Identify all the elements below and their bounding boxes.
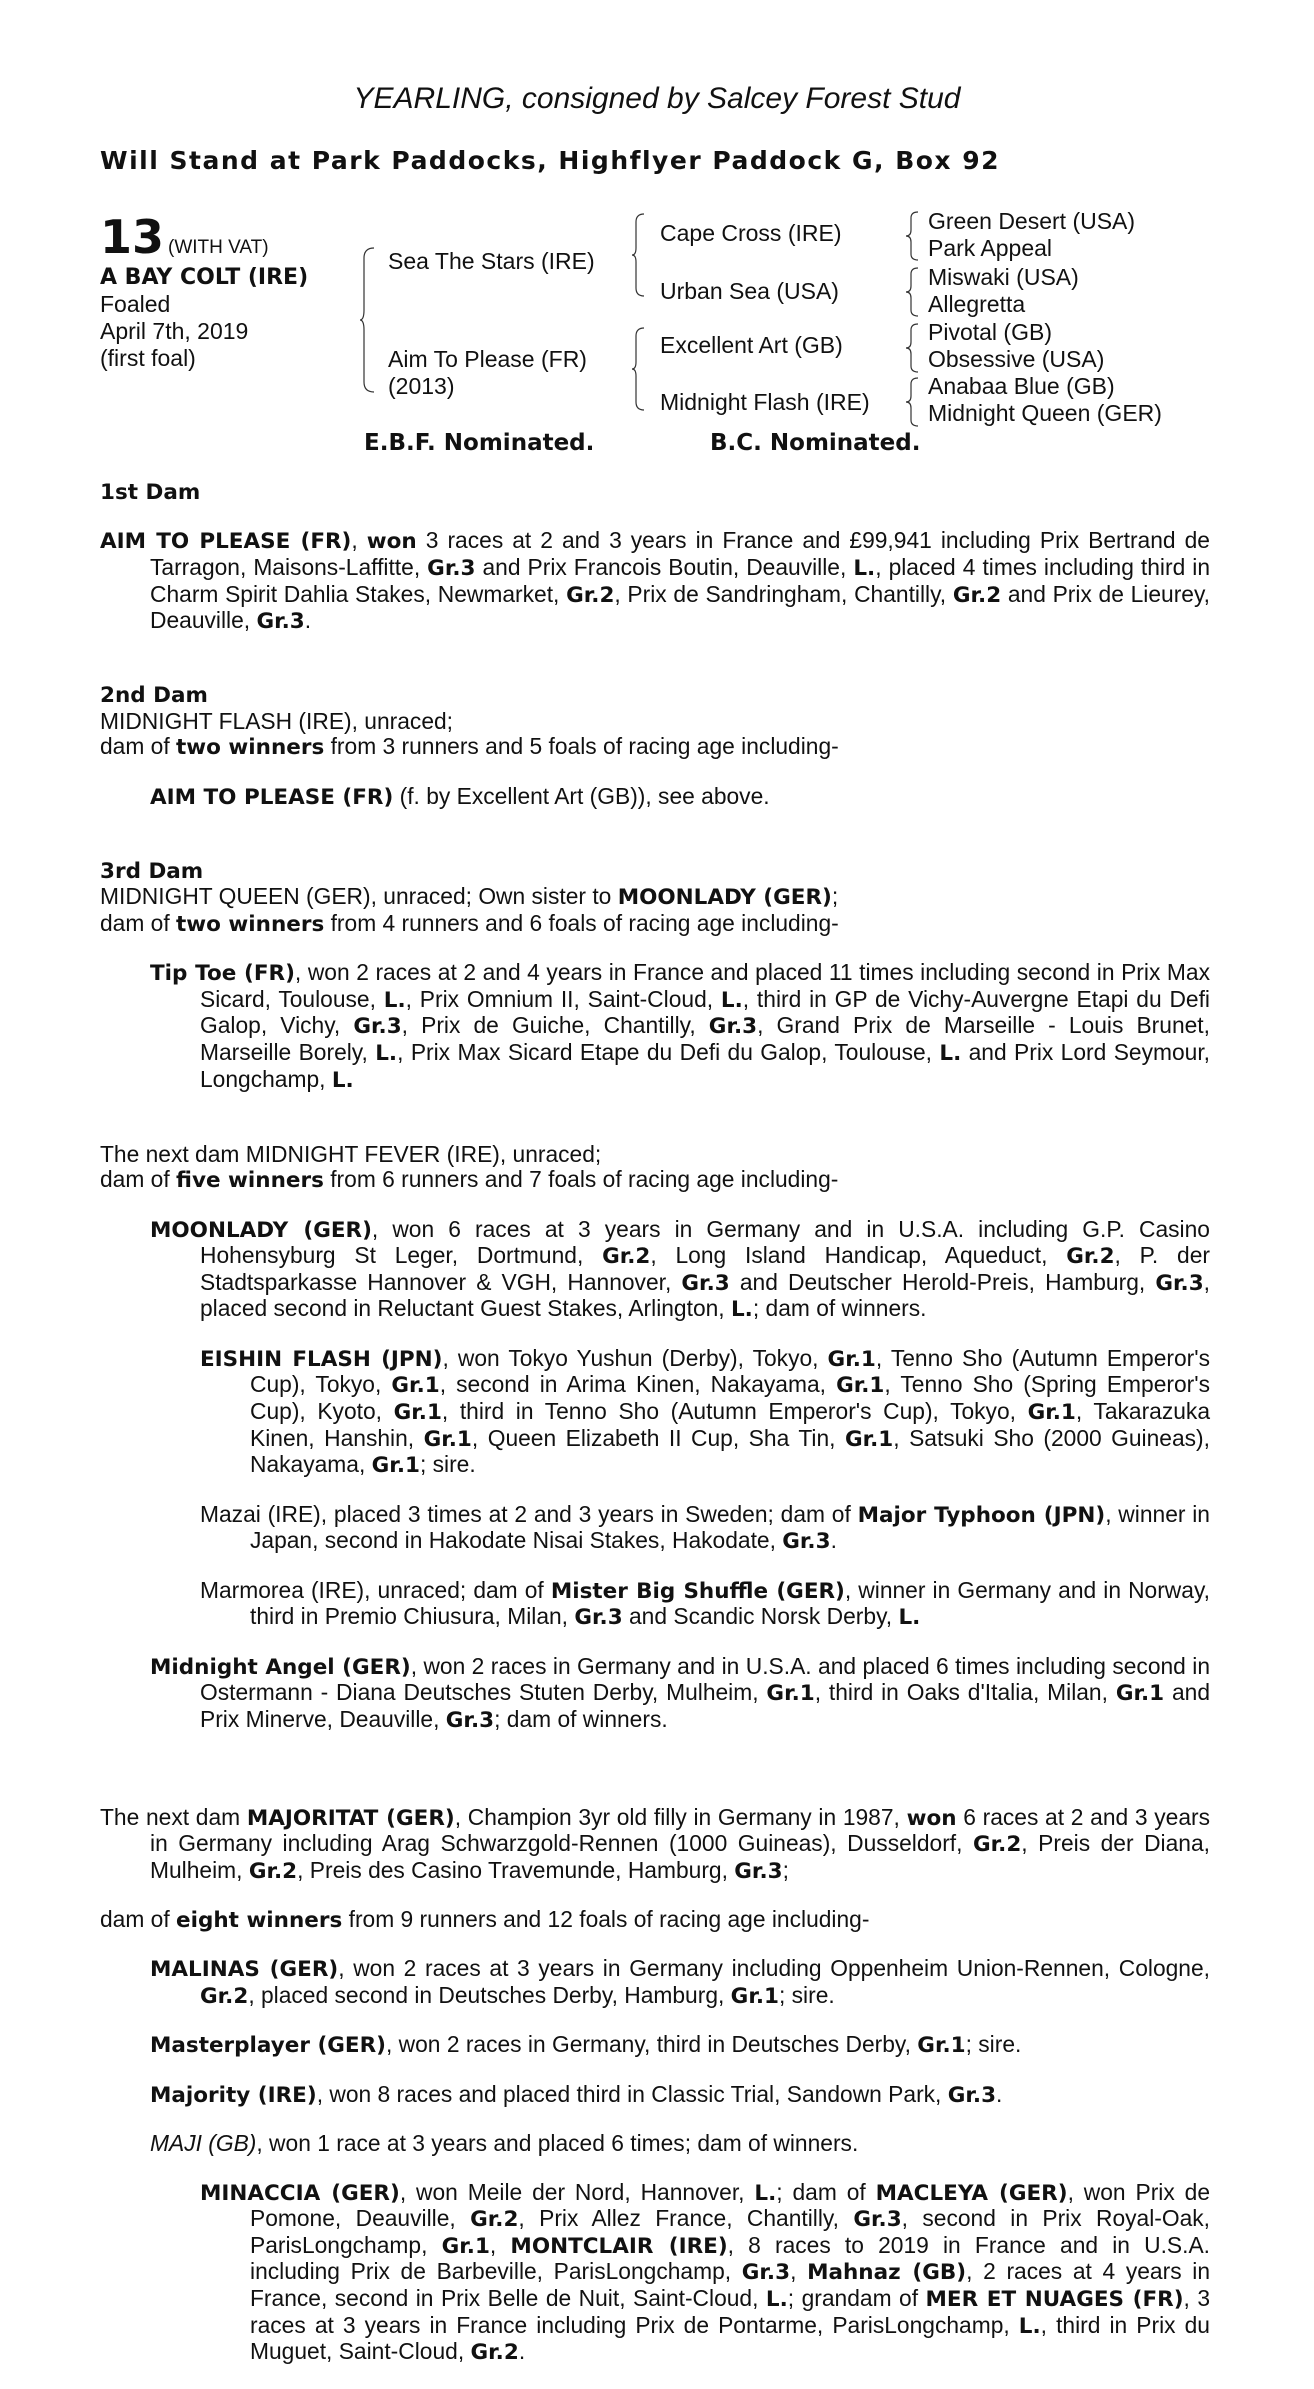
text: , won Tokyo Yushun (Derby), Tokyo, <box>442 1344 828 1371</box>
listed: L. <box>720 987 743 1013</box>
text: , 2 races at 4 years in France, second in Prix Belle de Nuit, Saint-Cloud, <box>250 2258 1210 2312</box>
grade: Gr.2 <box>248 1858 298 1884</box>
dam3-produce-line <box>100 911 1210 938</box>
text: , winner in Japan, second in Hakodate Nisai Stakes, Hakodate, <box>250 1500 1210 1554</box>
text: and Prix Minerve, Deauville, <box>200 1679 1211 1732</box>
dam3-progeny-tiptoe <box>150 960 1210 1093</box>
text: from 9 runners and 12 foals of racing age including- <box>342 1906 870 1933</box>
listed: L. <box>1018 2313 1041 2339</box>
text: ; dam of winners. <box>752 1295 927 1322</box>
horse-name: MOONLADY (GER) <box>617 885 832 911</box>
text: The next dam <box>100 1803 247 1830</box>
text: , <box>489 2231 511 2258</box>
grade: Gr.2 <box>566 582 615 608</box>
dam4-progeny-eishin <box>200 1346 1210 1479</box>
dam2-progeny <box>150 784 1210 811</box>
horse-name: AIM TO PLEASE (FR) <box>150 784 394 810</box>
text: , won 2 races at 2 and 4 years in France and placed 11 times including second in Prix Max Sicard, Toulouse, <box>200 959 1210 1012</box>
brace-g3-1 <box>906 210 920 262</box>
text: , 8 races to 2019 in France and in U.S.A. including Prix de Barbeville, ParisLongchamp, <box>250 2231 1211 2285</box>
dam4-progeny-moonlady <box>150 1217 1210 1323</box>
dam5-produce-line <box>100 1907 1210 1934</box>
second-dam-heading: 2nd Dam <box>100 683 208 709</box>
text: , won Prix de Pomone, Deauville, <box>250 2178 1210 2232</box>
text: ; sire. <box>965 2031 1022 2058</box>
text: . <box>518 2338 526 2365</box>
sire-name: Sea The Stars (IRE) <box>388 248 595 274</box>
text: , winner in Germany and in Norway, third in Premio Chiusura, Milan, <box>250 1576 1210 1630</box>
grade: Gr.3 <box>853 2207 902 2233</box>
text: from 6 runners and 7 foals of racing age including- <box>323 1166 839 1193</box>
text: ; sire. <box>778 1982 835 2009</box>
dam1-text: , Prix de Sandringham, Chantilly, <box>614 580 953 607</box>
grade: Gr.2 <box>1066 1244 1115 1270</box>
text: , won 2 races in Germany and in U.S.A. and placed 6 times including second in Ostermann - Diana Deutsches Stuten Derby, Mulheim, <box>200 1652 1210 1706</box>
brace-g3-4 <box>906 376 920 428</box>
grade: Gr.3 <box>574 1605 623 1631</box>
grade: Gr.3 <box>741 2260 791 2286</box>
winners-count: two winners <box>176 911 325 937</box>
winners-count: five winners <box>176 1168 324 1194</box>
brace-g3-2 <box>906 266 920 318</box>
pedigree-brace-dam <box>632 326 646 412</box>
dam-name: Aim To Please (FR) <box>388 346 587 372</box>
text: , third in GP de Vichy-Auvergne Etapi du Defi Galop, Vichy, <box>200 985 1210 1039</box>
grade: Gr.1 <box>441 2233 490 2259</box>
foal-note: (first foal) <box>100 345 196 371</box>
grade: Gr.1 <box>827 1346 876 1372</box>
lot-number-block <box>100 210 269 264</box>
text: , Preis der Diana, Mulheim, <box>150 1830 1210 1883</box>
dam1-text: 3 races at 2 and 3 years in France and £99,941 including Prix Bertrand de Tarragon, Maisons-Laffitte, <box>150 527 1210 580</box>
text: , Prix Omnium II, Saint-Cloud, <box>405 985 721 1012</box>
ebf-nominated: E.B.F. Nominated. <box>364 430 595 456</box>
dam1-won: won <box>366 529 417 555</box>
text: , <box>790 2258 808 2285</box>
horse-name: Midnight Angel (GER) <box>150 1654 411 1680</box>
dam4-progeny-midnight-angel <box>150 1654 1210 1734</box>
text: (f. by Excellent Art (GB)), see above. <box>393 782 770 809</box>
dam4-line: The next dam MIDNIGHT FEVER (IRE), unraced; <box>100 1140 602 1167</box>
dam1-text: and Prix de Lieurey, Deauville, <box>150 580 1211 634</box>
text: , won 6 races at 3 years in Germany and in U.S.A. including G.P. Casino Hohensyburg St Leger, Dortmund, <box>200 1215 1210 1269</box>
grade: Gr.3 <box>947 2082 997 2108</box>
dam5-progeny-minaccia <box>200 2180 1210 2366</box>
text: MIDNIGHT QUEEN (GER), unraced; Own sister to <box>100 883 618 910</box>
won-label: won <box>906 1805 957 1831</box>
dam2-produce-line <box>100 734 1210 761</box>
grade: Gr.2 <box>470 2207 519 2233</box>
horse-name: EISHIN FLASH (JPN) <box>200 1346 443 1372</box>
vat-label: (WITH VAT) <box>168 237 269 258</box>
horse-name: Tip Toe (FR) <box>150 961 295 987</box>
pedigree-brace-main <box>360 246 376 394</box>
text: from 3 runners and 5 foals of racing age including- <box>324 733 839 760</box>
grade: Gr.3 <box>427 555 476 581</box>
text: , won Meile der Nord, Hannover, <box>399 2178 755 2205</box>
listed: L. <box>331 1067 354 1093</box>
text: dam of <box>100 1906 177 1933</box>
listed: L. <box>754 2180 777 2206</box>
bc-nominated: B.C. Nominated. <box>710 430 921 456</box>
text: ; dam of winners. <box>494 1705 668 1732</box>
ds-sire: Pivotal (GB) <box>928 319 1052 345</box>
listed: L. <box>939 1041 962 1067</box>
text: , second in Prix Royal-Oak, ParisLongchamp, <box>250 2205 1211 2258</box>
horse-name: MOONLADY (GER) <box>150 1217 372 1243</box>
text: , Tenno Sho (Spring Emperor's Cup), Kyoto, <box>250 1371 1210 1424</box>
grade: Gr.3 <box>734 1858 783 1884</box>
text: , won 8 races and placed third in Classic Trial, Sandown Park, <box>316 2080 948 2107</box>
grade: Gr.1 <box>1027 1400 1076 1425</box>
grade: Gr.1 <box>371 1453 420 1479</box>
text: and Prix Lord Seymour, Longchamp, <box>200 1039 1210 1092</box>
dam1-name: AIM TO PLEASE (FR) <box>100 529 352 555</box>
dam1-text: . <box>304 607 312 634</box>
catalogue-body <box>100 480 1210 2389</box>
text: , Prix Allez France, Chantilly, <box>518 2205 854 2232</box>
grade: Gr.2 <box>470 2340 519 2366</box>
dam4-progeny-mazai <box>200 1502 1210 1555</box>
horse-name: Mahnaz (GB) <box>807 2260 967 2286</box>
grade: Gr.2 <box>602 1244 651 1270</box>
grade: Gr.1 <box>730 1984 779 2010</box>
listed: L. <box>375 1041 398 1067</box>
text: , Queen Elizabeth II Cup, Sha Tin, <box>471 1424 845 1451</box>
dam5-progeny-masterplayer <box>150 2032 1210 2059</box>
horse-name: Mister Big Shuffle (GER) <box>550 1578 845 1604</box>
grade: Gr.3 <box>1155 1270 1204 1296</box>
foaled-date: April 7th, 2019 <box>100 318 249 344</box>
text: dam of <box>100 909 177 936</box>
lot-details <box>100 264 308 372</box>
horse-name: MINACCIA (GER) <box>200 2180 400 2206</box>
listed: L. <box>383 987 406 1013</box>
text: , placed second in Deutsches Derby, Hamburg, <box>248 1982 731 2009</box>
text: . <box>996 2080 1003 2107</box>
dd-dam: Midnight Queen (GER) <box>928 400 1162 426</box>
foaled-label: Foaled <box>100 291 171 317</box>
listed: L. <box>730 1297 753 1323</box>
text: ; dam of <box>776 2178 876 2205</box>
dam1-text: and Prix Francois Boutin, Deauville, <box>475 553 854 580</box>
text: , third in Tenno Sho (Autumn Emperor's Cup), Tokyo, <box>441 1398 1028 1424</box>
horse-name: MAJI (GB) <box>150 2130 257 2157</box>
grade: Gr.1 <box>391 1373 440 1399</box>
text: , Long Island Handicap, Aqueduct, <box>650 1242 1067 1269</box>
text: Marmorea (IRE), unraced; dam of <box>200 1576 551 1603</box>
dam4-produce-line <box>100 1167 1210 1194</box>
text: ; <box>831 883 839 910</box>
text: 6 races at 2 and 3 years in Germany including Arag Schwarzgold-Rennen (1000 Guineas), Dusseldorf, <box>150 1803 1211 1857</box>
grade: Gr.2 <box>200 1984 249 2010</box>
third-dam-heading: 3rd Dam <box>100 858 204 884</box>
text: . <box>830 1527 837 1554</box>
dd-sire: Anabaa Blue (GB) <box>928 373 1115 399</box>
pedigree-brace-sire <box>632 212 646 298</box>
text: , placed second in Reluctant Guest Stakes, Arlington, <box>200 1268 1210 1322</box>
text: , Grand Prix de Marseille - Louis Brunet, Marseille Borely, <box>200 1012 1210 1066</box>
dam-dam: Midnight Flash (IRE) <box>660 389 870 415</box>
stand-location: Will Stand at Park Paddocks, Highflyer Paddock G, Box 92 <box>100 146 1001 175</box>
text: , Champion 3yr old filly in Germany in 1987, <box>454 1803 907 1830</box>
dam5-progeny-majority <box>150 2082 1210 2109</box>
grade: Gr.3 <box>681 1270 730 1296</box>
listed: L. <box>853 555 876 581</box>
grade: Gr.2 <box>972 1832 1022 1858</box>
horse-name: MER ET NUAGES (FR) <box>925 2287 1184 2313</box>
text: ; <box>782 1856 789 1883</box>
text: ; grandam of <box>787 2285 926 2312</box>
text: from 4 runners and 6 foals of racing age including- <box>324 909 839 936</box>
ds-dam: Obsessive (USA) <box>928 346 1105 372</box>
winners-count: two winners <box>176 735 325 761</box>
sire-sire: Cape Cross (IRE) <box>660 220 842 246</box>
horse-name: MONTCLAIR (IRE) <box>510 2233 728 2259</box>
dam3-line <box>100 884 1210 911</box>
text: and Scandic Norsk Derby, <box>622 1603 899 1630</box>
sd-dam: Allegretta <box>928 291 1026 317</box>
dam5-paragraph <box>100 1805 1210 1885</box>
grade: Gr.3 <box>708 1014 758 1040</box>
text: , P. der Stadtsparkasse Hannover & VGH, Hannover, <box>200 1242 1210 1295</box>
text: , third in Oaks d'Italia, Milan, <box>814 1679 1116 1706</box>
text: dam of <box>100 733 177 760</box>
text: , Prix de Guiche, Chantilly, <box>401 1012 709 1039</box>
text: , second in Arima Kinen, Nakayama, <box>439 1371 837 1398</box>
grade: Gr.1 <box>836 1373 885 1399</box>
ss-sire: Green Desert (USA) <box>928 208 1136 234</box>
dam5-progeny-maji <box>150 2131 1210 2157</box>
text: and Deutscher Herold-Preis, Hamburg, <box>729 1268 1156 1295</box>
grade: Gr.1 <box>423 1426 472 1452</box>
page-title: YEARLING, consigned by Salcey Forest Stud <box>353 82 961 115</box>
text: Mazai (IRE), placed 3 times at 2 and 3 years in Sweden; dam of <box>200 1500 858 1527</box>
dam2-line: MIDNIGHT FLASH (IRE), unraced; <box>100 707 454 734</box>
first-dam-paragraph: AIM TO PLEASE (FR), won 3 races at 2 and 3 years in France and £99,941 including Prix Bertrand de Tarragon, Maisons-Laffitte, Gr.3 and Prix Francois Boutin, Deauville, L., placed 4 times including third in Charm Spirit Dahlia Stakes, Newmarket, Gr.2, Prix de Sandringham, Chantilly, Gr.2 and Prix de Lieurey, Deauville, Gr.3. <box>100 527 1211 635</box>
horse-name: MAJORITAT (GER) <box>246 1805 455 1831</box>
text: , Takarazuka Kinen, Hanshin, <box>250 1398 1210 1451</box>
text: , won 2 races at 3 years in Germany including Oppenheim Union-Rennen, Cologne, <box>338 1955 1210 1982</box>
grade: Gr.1 <box>766 1681 815 1707</box>
grade: Gr.1 <box>1115 1681 1165 1707</box>
text: , third in Prix du Muguet, Saint-Cloud, <box>250 2311 1210 2365</box>
text: , 3 races at 3 years in France including Prix de Pontarme, ParisLongchamp, <box>250 2285 1211 2338</box>
text: dam of <box>100 1166 177 1193</box>
horse-name: MALINAS (GER) <box>150 1957 339 1983</box>
listed: L. <box>898 1605 921 1631</box>
horse-name: MACLEYA (GER) <box>875 2180 1068 2206</box>
grade: Gr.2 <box>952 582 1002 608</box>
sd-sire: Miswaki (USA) <box>928 264 1079 290</box>
horse-name: Masterplayer (GER) <box>150 2033 386 2059</box>
text: , Prix Max Sicard Etape du Defi du Galop, Toulouse, <box>397 1039 940 1066</box>
grade: Gr.3 <box>256 609 305 635</box>
grade: Gr.3 <box>353 1014 402 1040</box>
dam-sire: Excellent Art (GB) <box>660 332 843 358</box>
horse-name: Major Typhoon (JPN) <box>857 1502 1106 1528</box>
text: , Tenno Sho (Autumn Emperor's Cup), Tokyo, <box>250 1344 1210 1398</box>
grade: Gr.3 <box>782 1529 831 1555</box>
sire-dam: Urban Sea (USA) <box>660 278 839 304</box>
text: , Satsuki Sho (2000 Guineas), Nakayama, <box>250 1424 1210 1478</box>
ss-dam: Park Appeal <box>928 235 1053 261</box>
lot-number: 13 <box>100 210 165 264</box>
listed: L. <box>765 2287 788 2313</box>
dam1-text: , placed 4 times including third in Charm Spirit Dahlia Stakes, Newmarket, <box>150 553 1211 607</box>
horse-name: Majority (IRE) <box>150 2082 317 2108</box>
grade: Gr.1 <box>844 1426 894 1452</box>
grade: Gr.3 <box>445 1707 495 1733</box>
text: , Preis des Casino Travemunde, Hamburg, <box>297 1856 735 1883</box>
dam4-progeny-marmorea <box>200 1578 1210 1631</box>
grade: Gr.1 <box>393 1400 442 1425</box>
text: ; sire. <box>419 1451 476 1478</box>
first-dam-heading: 1st Dam <box>100 480 201 505</box>
text: , won 2 races in Germany, third in Deutsches Derby, <box>386 2031 918 2058</box>
grade: Gr.1 <box>917 2033 966 2059</box>
dam-year: (2013) <box>388 373 455 399</box>
lot-name: A BAY COLT (IRE) <box>100 265 309 290</box>
dam5-progeny-malinas <box>150 1956 1210 2009</box>
winners-count: eight winners <box>176 1908 343 1934</box>
brace-g3-3 <box>906 322 920 374</box>
text: , won 1 race at 3 years and placed 6 times; dam of winners. <box>256 2130 859 2157</box>
